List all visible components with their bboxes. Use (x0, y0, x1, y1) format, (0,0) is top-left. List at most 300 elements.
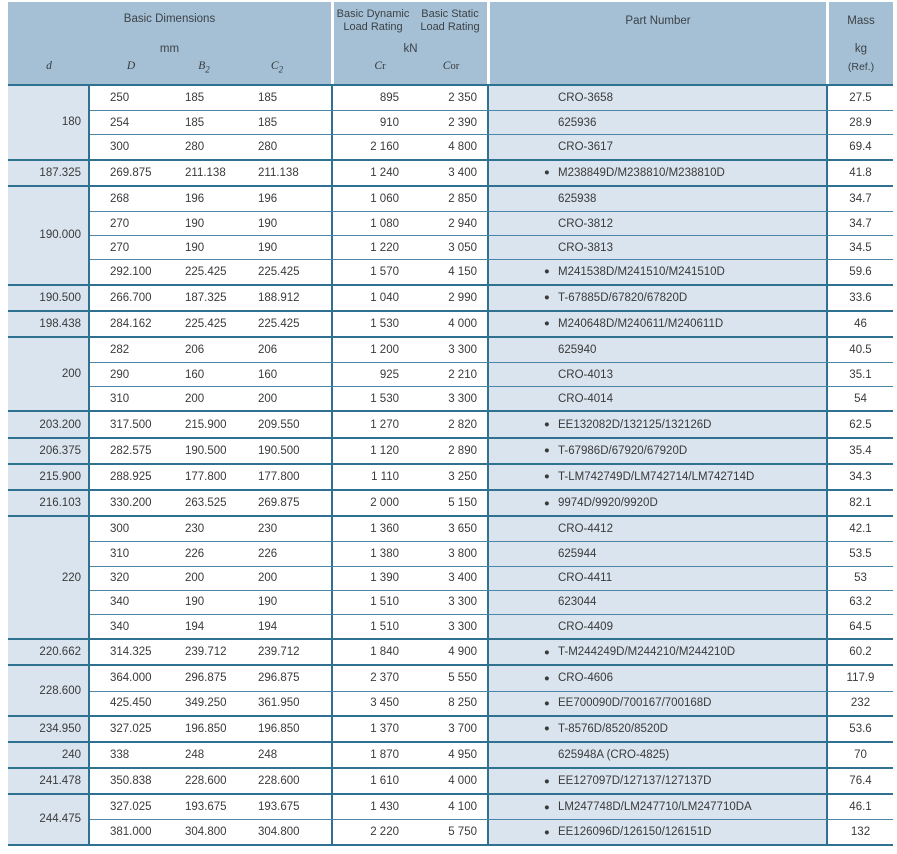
cell-Cr: 925 (331, 363, 399, 386)
part-number: EE126096D/126150/126151D (558, 826, 712, 839)
cell-Cor: 4 900 (448, 646, 477, 659)
d-group (8, 793, 893, 843)
bore-diameter-cell: 187.325 (8, 161, 90, 185)
cell-Cr: 1 240 (331, 161, 399, 185)
mass-cell: 64.5 (826, 615, 893, 638)
cell-Cor: 3 300 (448, 392, 477, 405)
bore-diameter-cell: 216.103 (8, 491, 90, 515)
cell-D: 282.575 (110, 444, 152, 457)
cell-D: 317.500 (110, 418, 152, 431)
part-number: CRO-4411 (558, 572, 613, 585)
header-unit-kn: kN (403, 43, 418, 55)
cell-Cor: 2 350 (448, 92, 477, 105)
bearing-type-dot-icon: ● (544, 497, 550, 509)
header-section-load-ratings (331, 2, 487, 84)
cell-C2: 280 (258, 140, 278, 153)
bore-diameter-cell: 180 (8, 86, 90, 159)
bearing-type-dot-icon: ● (544, 445, 550, 457)
part-number: LM247748D/LM247710/LM247710DA (558, 801, 752, 814)
d-group (8, 664, 893, 714)
part-number-cell (487, 439, 826, 463)
cell-C2: 230 (258, 523, 278, 536)
cell-C2: 160 (258, 368, 278, 381)
cell-D: 338 (110, 748, 130, 761)
table-row (90, 717, 893, 741)
header-col-Cr: Cr (374, 60, 386, 72)
cell-B2: 160 (185, 368, 205, 381)
cell-C2: 196 (258, 192, 278, 205)
cell-D: 268 (110, 192, 130, 205)
cell-Cr: 1 360 (331, 517, 399, 541)
cell-Cor: 3 800 (448, 547, 477, 560)
mass-cell: 46.1 (826, 795, 893, 819)
cell-Cr: 895 (331, 86, 399, 110)
cell-C2: 225.425 (258, 265, 300, 278)
header-dynamic-rating: Basic Dynamic Load Rating (336, 8, 410, 33)
cell-B2: 226 (185, 547, 205, 560)
table-row (90, 819, 893, 843)
d-group (8, 336, 893, 411)
bore-diameter-cell: 190.500 (8, 286, 90, 310)
part-number: T-8576D/8520/8520D (558, 722, 668, 735)
part-number-cell (487, 187, 826, 211)
table-row (90, 386, 893, 410)
bore-diameter-cell: 240 (8, 743, 90, 767)
d-group (8, 84, 893, 159)
cell-B2: 304.800 (185, 826, 227, 839)
cell-Cor: 3 300 (448, 620, 477, 633)
part-number: CRO-4013 (558, 368, 613, 381)
part-number-cell (487, 666, 826, 690)
header-section-dimensions (8, 2, 331, 84)
mass-cell: 62.5 (826, 412, 893, 436)
cell-D: 254 (110, 116, 130, 129)
table-row (90, 640, 893, 664)
part-number-cell (487, 640, 826, 664)
cell-B2: 187.325 (185, 291, 227, 304)
mass-cell: 35.4 (826, 439, 893, 463)
bearing-type-dot-icon: ● (544, 826, 550, 838)
cell-Cor: 3 300 (448, 596, 477, 609)
cell-C2: 248 (258, 748, 278, 761)
cell-Cr: 1 510 (331, 615, 399, 638)
cell-Cr: 1 870 (331, 743, 399, 767)
cell-C2: 190.500 (258, 444, 300, 457)
table-row (90, 286, 893, 310)
part-number-cell (487, 542, 826, 565)
bore-diameter-cell: 198.438 (8, 312, 90, 336)
cell-Cor: 2 890 (448, 444, 477, 457)
cell-B2: 200 (185, 392, 205, 405)
cell-Cor: 3 400 (448, 572, 477, 585)
cell-C2: 190 (258, 217, 278, 230)
cell-D: 292.100 (110, 265, 152, 278)
cell-D: 310 (110, 547, 130, 560)
bore-diameter-cell: 206.375 (8, 439, 90, 463)
header-mass: Mass (847, 15, 875, 27)
header-unit-kg: kg (854, 43, 868, 55)
cell-D: 327.025 (110, 801, 152, 814)
part-number: M240648D/M240611/M240611D (558, 317, 724, 330)
table-row (90, 491, 893, 515)
part-number: M241538D/M241510/M241510D (558, 265, 725, 278)
mass-cell: 35.1 (826, 363, 893, 386)
cell-D: 350.838 (110, 775, 152, 788)
d-group (8, 185, 893, 284)
cell-B2: 190 (185, 596, 205, 609)
part-number-cell (487, 615, 826, 638)
part-number: T-LM742749D/LM742714/LM742714D (558, 470, 755, 483)
bore-diameter-cell: 234.950 (8, 717, 90, 741)
cell-Cor: 4 800 (448, 140, 477, 153)
part-number: EE127097D/127137/127137D (558, 775, 712, 788)
cell-D: 300 (110, 140, 130, 153)
cell-Cor: 3 400 (448, 166, 477, 179)
cell-Cr: 1 840 (331, 640, 399, 664)
part-number: EE700090D/700167/700168D (558, 697, 712, 710)
header-section-part-number (487, 2, 826, 84)
d-group (8, 489, 893, 515)
cell-D: 320 (110, 572, 130, 585)
header-col-d: d (46, 60, 52, 72)
cell-D: 284.162 (110, 317, 152, 330)
cell-Cor: 4 100 (448, 801, 477, 814)
cell-Cr: 1 120 (331, 439, 399, 463)
cell-C2: 193.675 (258, 801, 300, 814)
cell-Cr: 1 570 (331, 260, 399, 283)
cell-Cor: 3 050 (448, 241, 477, 254)
bearing-type-dot-icon: ● (544, 266, 550, 278)
cell-C2: 200 (258, 392, 278, 405)
mass-cell: 34.3 (826, 465, 893, 489)
cell-C2: 304.800 (258, 826, 300, 839)
table-row (90, 566, 893, 590)
cell-D: 425.450 (110, 697, 152, 710)
cell-D: 364.000 (110, 672, 152, 685)
cell-D: 266.700 (110, 291, 152, 304)
cell-C2: 269.875 (258, 497, 300, 510)
cell-C2: 228.600 (258, 775, 300, 788)
table-row (90, 795, 893, 819)
part-number: T-M244249D/M244210/M244210D (558, 646, 736, 659)
d-group (8, 310, 893, 336)
mass-cell: 28.9 (826, 111, 893, 134)
cell-Cr: 1 530 (331, 312, 399, 336)
bore-diameter-cell: 228.600 (8, 666, 90, 714)
cell-C2: 194 (258, 620, 278, 633)
cell-B2: 263.525 (185, 497, 227, 510)
cell-Cor: 2 820 (448, 418, 477, 431)
cell-B2: 190 (185, 241, 205, 254)
cell-D: 270 (110, 241, 130, 254)
cell-C2: 196.850 (258, 722, 300, 735)
bore-diameter-cell: 241.478 (8, 769, 90, 793)
cell-D: 330.200 (110, 497, 152, 510)
bore-diameter-cell: 203.200 (8, 412, 90, 436)
part-number: 9974D/9920/9920D (558, 497, 658, 510)
cell-Cr: 1 510 (331, 591, 399, 614)
cell-D: 288.925 (110, 470, 152, 483)
mass-cell: 59.6 (826, 260, 893, 283)
part-number: CRO-4409 (558, 620, 613, 633)
table-row (90, 614, 893, 638)
cell-Cr: 1 040 (331, 286, 399, 310)
cell-B2: 193.675 (185, 801, 227, 814)
part-number: CRO-4014 (558, 392, 613, 405)
table-row (90, 769, 893, 793)
header-part-number: Part Number (625, 15, 691, 27)
cell-D: 270 (110, 217, 130, 230)
cell-B2: 248 (185, 748, 205, 761)
cell-Cr: 2 220 (331, 820, 399, 843)
cell-D: 250 (110, 92, 130, 105)
mass-cell: 117.9 (826, 666, 893, 690)
cell-B2: 349.250 (185, 697, 227, 710)
part-number-cell (487, 312, 826, 336)
cell-Cor: 5 550 (448, 672, 477, 685)
mass-cell: 46 (826, 312, 893, 336)
mass-cell: 34.7 (826, 212, 893, 235)
cell-Cor: 2 850 (448, 192, 477, 205)
part-number: CRO-3617 (558, 140, 613, 153)
header-unit-mm: mm (159, 43, 180, 55)
cell-Cor: 3 700 (448, 722, 477, 735)
bearing-type-dot-icon: ● (544, 775, 550, 787)
cell-B2: 225.425 (185, 317, 227, 330)
cell-Cr: 1 390 (331, 567, 399, 590)
table-row (90, 517, 893, 541)
cell-Cr: 3 450 (331, 692, 399, 715)
part-number-cell (487, 260, 826, 283)
mass-cell: 232 (826, 692, 893, 715)
cell-D: 314.325 (110, 646, 152, 659)
cell-C2: 226 (258, 547, 278, 560)
cell-Cr: 1 530 (331, 387, 399, 410)
bore-diameter-cell: 220 (8, 517, 90, 638)
part-number-cell (487, 465, 826, 489)
part-number: 625936 (558, 116, 597, 129)
header-col-C2: $C_2$ (270, 60, 284, 75)
bore-diameter-cell: 215.900 (8, 465, 90, 489)
part-number: 623044 (558, 596, 597, 609)
mass-cell: 53.6 (826, 717, 893, 741)
table-row (90, 590, 893, 614)
cell-D: 269.875 (110, 166, 152, 179)
part-number: 625944 (558, 547, 597, 560)
mass-cell: 69.4 (826, 135, 893, 158)
table-row (90, 439, 893, 463)
part-number-cell (487, 412, 826, 436)
mass-cell: 42.1 (826, 517, 893, 541)
cell-C2: 190 (258, 596, 278, 609)
header-section-mass (826, 2, 893, 84)
d-group (8, 515, 893, 638)
cell-Cr: 2 160 (331, 135, 399, 158)
cell-B2: 194 (185, 620, 205, 633)
part-number-cell (487, 692, 826, 715)
cell-C2: 239.712 (258, 646, 300, 659)
table-header (8, 2, 893, 84)
part-number-cell (487, 769, 826, 793)
header-col-B2: $B_2$ (198, 60, 210, 75)
d-group (8, 159, 893, 185)
part-number-cell (487, 161, 826, 185)
part-number: T-67885D/67820/67820D (558, 291, 688, 304)
cell-Cor: 2 940 (448, 217, 477, 230)
part-number-cell (487, 743, 826, 767)
part-number-cell (487, 491, 826, 515)
table-row (90, 691, 893, 715)
header-mass-ref: (Ref.) (847, 61, 875, 73)
d-group (8, 715, 893, 741)
part-number-cell (487, 135, 826, 158)
cell-Cr: 1 080 (331, 212, 399, 235)
table-row (90, 465, 893, 489)
cell-Cr: 2 370 (331, 666, 399, 690)
part-number: 625940 (558, 343, 597, 356)
cell-B2: 206 (185, 343, 205, 356)
cell-Cor: 3 300 (448, 343, 477, 356)
cell-C2: 209.550 (258, 418, 300, 431)
header-col-Cor: Cor (442, 60, 460, 72)
cell-Cr: 1 220 (331, 236, 399, 259)
bearing-type-dot-icon: ● (544, 419, 550, 431)
cell-Cr: 1 270 (331, 412, 399, 436)
cell-B2: 196 (185, 192, 205, 205)
mass-cell: 34.5 (826, 236, 893, 259)
cell-Cor: 3 250 (448, 470, 477, 483)
cell-Cor: 5 750 (448, 826, 477, 839)
cell-C2: 211.138 (258, 166, 299, 179)
d-group (8, 741, 893, 767)
part-number: CRO-4412 (558, 523, 613, 536)
part-number: CRO-3812 (558, 217, 613, 230)
d-group (8, 410, 893, 436)
cell-C2: 188.912 (258, 291, 300, 304)
bore-diameter-cell: 220.662 (8, 640, 90, 664)
mass-cell: 60.2 (826, 640, 893, 664)
cell-C2: 206 (258, 343, 278, 356)
table-row (90, 187, 893, 211)
d-group (8, 463, 893, 489)
cell-B2: 239.712 (185, 646, 227, 659)
mass-cell: 132 (826, 820, 893, 843)
mass-cell: 53.5 (826, 542, 893, 565)
mass-cell: 41.8 (826, 161, 893, 185)
part-number-cell (487, 820, 826, 843)
cell-Cr: 1 430 (331, 795, 399, 819)
bearing-type-dot-icon: ● (544, 672, 550, 684)
d-group (8, 284, 893, 310)
cell-B2: 185 (185, 92, 205, 105)
mass-cell: 34.7 (826, 187, 893, 211)
cell-D: 290 (110, 368, 130, 381)
part-number: EE132082D/132125/132126D (558, 418, 712, 431)
part-number: CRO-3658 (558, 92, 613, 105)
part-number: CRO-3813 (558, 241, 613, 254)
cell-B2: 177.800 (185, 470, 227, 483)
mass-cell: 40.5 (826, 338, 893, 362)
d-group (8, 437, 893, 463)
cell-Cor: 2 990 (448, 291, 477, 304)
part-number: CRO-4606 (558, 672, 613, 685)
cell-D: 300 (110, 523, 130, 536)
part-number-cell (487, 387, 826, 410)
cell-Cor: 2 210 (448, 368, 477, 381)
cell-B2: 196.850 (185, 722, 227, 735)
cell-Cr: 1 200 (331, 338, 399, 362)
cell-D: 381.000 (110, 826, 152, 839)
header-col-D: D (126, 60, 136, 72)
mass-cell: 76.4 (826, 769, 893, 793)
cell-D: 327.025 (110, 722, 152, 735)
table-row (90, 743, 893, 767)
table-row (90, 541, 893, 565)
cell-Cor: 4 150 (448, 265, 477, 278)
part-number: M238849D/M238810/M238810D (558, 166, 725, 179)
cell-Cr: 910 (331, 111, 399, 134)
part-number-cell (487, 363, 826, 386)
table-row (90, 110, 893, 134)
part-number: 625938 (558, 192, 597, 205)
cell-Cr: 1 370 (331, 717, 399, 741)
cell-Cor: 4 000 (448, 317, 477, 330)
cell-C2: 225.425 (258, 317, 300, 330)
cell-C2: 177.800 (258, 470, 300, 483)
bearing-type-dot-icon: ● (544, 723, 550, 735)
cell-C2: 185 (258, 92, 278, 105)
mass-cell: 82.1 (826, 491, 893, 515)
part-number: 625948A (CRO-4825) (558, 748, 670, 761)
part-number-cell (487, 286, 826, 310)
cell-B2: 211.138 (185, 166, 226, 179)
part-number-cell (487, 111, 826, 134)
cell-C2: 361.950 (258, 697, 300, 710)
bore-diameter-cell: 190.000 (8, 187, 90, 284)
part-number-cell (487, 517, 826, 541)
table-row (90, 362, 893, 386)
bearing-type-dot-icon: ● (544, 167, 550, 179)
mass-cell: 70 (826, 743, 893, 767)
part-number-cell (487, 567, 826, 590)
cell-B2: 185 (185, 116, 205, 129)
bearing-type-dot-icon: ● (544, 646, 550, 658)
bearing-type-dot-icon: ● (544, 292, 550, 304)
bearing-type-dot-icon: ● (544, 471, 550, 483)
cell-Cor: 2 390 (448, 116, 477, 129)
cell-D: 340 (110, 596, 130, 609)
table-row (90, 312, 893, 336)
table-row (90, 134, 893, 158)
cell-C2: 200 (258, 572, 278, 585)
cell-D: 310 (110, 392, 130, 405)
cell-B2: 296.875 (185, 672, 227, 685)
table-row (90, 259, 893, 283)
cell-Cor: 4 950 (448, 748, 477, 761)
cell-C2: 190 (258, 241, 278, 254)
cell-Cor: 4 000 (448, 775, 477, 788)
cell-B2: 280 (185, 140, 205, 153)
cell-Cr: 1 610 (331, 769, 399, 793)
part-number-cell (487, 86, 826, 110)
part-number-cell (487, 717, 826, 741)
part-number-cell (487, 212, 826, 235)
table-row (90, 412, 893, 436)
bearing-type-dot-icon: ● (544, 697, 550, 709)
cell-B2: 200 (185, 572, 205, 585)
part-number: T-67986D/67920/67920D (558, 444, 688, 457)
cell-B2: 228.600 (185, 775, 227, 788)
